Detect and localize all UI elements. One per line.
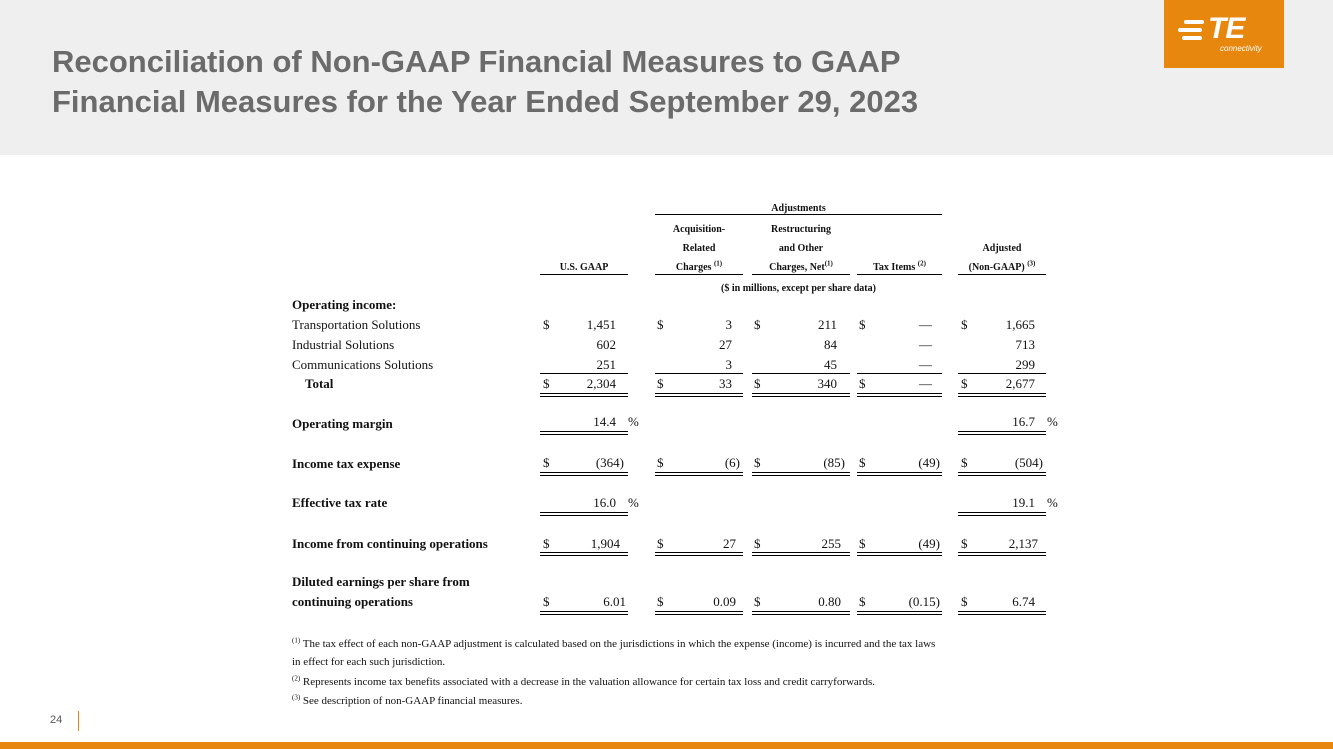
subtotal-rule [540,373,628,374]
col-header-acq-2: Related [682,243,716,254]
currency-symbol: $ [961,536,968,551]
footnote-3: $^{(3)}$ See description of non-GAAP financial measures. [292,693,523,707]
cell-gaap: 602 [596,337,616,352]
currency-symbol: $ [543,317,550,332]
total-double-rule [540,393,628,397]
percent-symbol: % [628,495,639,510]
currency-symbol: $ [543,594,550,609]
subtotal-rule [752,373,850,374]
row-label-line-1: Diluted earnings per share from [292,574,470,589]
col-rule-tax [857,274,942,275]
double-rule [540,431,628,435]
cell-adj: 16.7 [1012,414,1035,429]
currency-symbol: $ [859,536,866,551]
col-header-res-3: Charges, Net$^{(1)}$ [769,259,833,273]
cell-acq: 33 [719,376,732,391]
footnote-1: $^{(1)}$ The tax effect of each non-GAAP adjustment is calculated based on the jurisdictions in which the expense (income) is incurred and the tax laws [292,636,936,650]
row-label: Total [305,376,334,391]
footnote-2: $^{(2)}$ Represents income tax benefits associated with a decrease in the valuation allowance for certain tax loss and credit carryforwards. [292,674,875,688]
cell-acq: 27 [719,337,732,352]
double-rule [752,552,850,556]
row-label: Communications Solutions [292,357,434,372]
cell-acq: 3 [725,317,732,332]
double-rule [540,512,628,516]
double-rule [655,472,743,476]
adjustments-group-header: Adjustments [771,203,826,214]
currency-symbol: $ [961,455,968,470]
total-double-rule [655,393,743,397]
double-rule [857,611,942,615]
footnote-1-cont: in effect for each such jurisdiction. [292,656,446,668]
cell-adj: 299 [1015,357,1035,372]
cell-tax: — [919,357,932,372]
subtotal-rule [958,373,1046,374]
page-number-divider [78,711,79,731]
col-header-adj-1: Adjusted [982,243,1022,254]
footer-accent-bar [0,742,1333,749]
percent-symbol: % [1047,414,1058,429]
row-label: Effective tax rate [292,495,388,510]
row-label: Operating margin [292,416,393,431]
double-rule [958,431,1046,435]
currency-symbol: $ [657,317,664,332]
currency-symbol: $ [859,594,866,609]
cell-adj: 19.1 [1012,495,1035,510]
currency-symbol: $ [859,376,866,391]
cell-tax: (49) [918,455,940,470]
currency-symbol: $ [754,455,761,470]
col-header-gaap: U.S. GAAP [559,262,609,273]
percent-symbol: % [1047,495,1058,510]
cell-res: 0.80 [818,594,841,609]
currency-symbol: $ [961,376,968,391]
double-rule [857,472,942,476]
col-rule-adj [958,274,1046,275]
cell-adj: 1,665 [1005,317,1035,332]
currency-symbol: $ [754,594,761,609]
col-header-res-1: Restructuring [771,224,831,235]
cell-tax: — [919,337,932,352]
cell-gaap: (364) [595,455,624,470]
currency-symbol: $ [961,317,968,332]
col-header-res-2: and Other [778,243,824,254]
cell-res: 84 [824,337,837,352]
cell-adj: (504) [1014,455,1043,470]
cell-gaap: 14.4 [593,414,616,429]
double-rule [857,552,942,556]
te-connectivity-logo [1164,0,1284,68]
double-rule [540,611,628,615]
currency-symbol: $ [657,536,664,551]
cell-res: 255 [821,536,841,551]
double-rule [752,472,850,476]
title-line-2: Financial Measures for the Year Ended September 29, 2023 [52,84,919,119]
currency-symbol: $ [543,455,550,470]
double-rule [540,552,628,556]
total-double-rule [752,393,850,397]
adjustments-rule [655,214,942,215]
double-rule [958,552,1046,556]
total-double-rule [857,393,942,397]
row-label: Transportation Solutions [292,317,421,332]
currency-symbol: $ [657,376,664,391]
cell-acq: 27 [723,536,736,551]
total-double-rule [958,393,1046,397]
currency-symbol: $ [657,455,664,470]
col-header-adj-2: (Non-GAAP) $^{(3)}$ [968,259,1036,273]
double-rule [655,552,743,556]
double-rule [958,472,1046,476]
double-rule [655,611,743,615]
currency-symbol: $ [754,317,761,332]
cell-gaap: 251 [596,357,616,372]
double-rule [540,472,628,476]
cell-tax: (49) [918,536,940,551]
double-rule [958,512,1046,516]
col-header-acq-3: Charges $^{(1)}$ [675,259,723,273]
page-number: 24 [50,714,63,726]
cell-gaap: 1,904 [590,536,620,551]
currency-symbol: $ [754,376,761,391]
subtotal-rule [655,373,743,374]
currency-symbol: $ [543,376,550,391]
col-rule-gaap [540,274,628,275]
row-label: Industrial Solutions [292,337,395,352]
currency-symbol: $ [754,536,761,551]
cell-acq: 3 [725,357,732,372]
currency-symbol: $ [543,536,550,551]
col-header-tax: Tax Items $^{(2)}$ [873,259,926,273]
cell-res: (85) [823,455,845,470]
percent-symbol: % [628,414,639,429]
col-rule-res [752,274,850,275]
cell-gaap: 2,304 [586,376,616,391]
cell-gaap: 6.01 [603,594,626,609]
cell-res: 45 [824,357,837,372]
currency-symbol: $ [859,455,866,470]
cell-tax: — [919,317,932,332]
page-title [52,42,1132,122]
units-note: ($ in millions, except per share data) [721,283,876,294]
section-operating-income: Operating income: [292,297,397,312]
cell-tax: — [919,376,932,391]
cell-adj: 2,137 [1008,536,1038,551]
title-line-1: Reconciliation of Non-GAAP Financial Measures to GAAP [52,44,901,79]
cell-gaap: 16.0 [593,495,616,510]
logo-bars-icon [1178,20,1204,42]
row-label: Income tax expense [292,456,401,471]
col-header-acq-1: Acquisition- [672,224,726,235]
cell-acq: (6) [724,455,740,470]
col-rule-acq [655,274,743,275]
logo-text: TE [1208,12,1245,45]
cell-gaap: 1,451 [586,317,616,332]
cell-adj: 2,677 [1005,376,1035,391]
currency-symbol: $ [961,594,968,609]
double-rule [752,611,850,615]
logo-subtext: connectivity [1220,44,1262,53]
cell-acq: 0.09 [713,594,736,609]
currency-symbol: $ [859,317,866,332]
cell-adj: 713 [1015,337,1035,352]
cell-res: 211 [817,317,837,332]
cell-adj: 6.74 [1012,594,1035,609]
subtotal-rule [857,373,942,374]
cell-tax: (0.15) [908,594,940,609]
double-rule [958,611,1046,615]
currency-symbol: $ [657,594,664,609]
cell-res: 340 [817,376,837,391]
row-label: Income from continuing operations [292,536,488,551]
row-label-line-2: continuing operations [292,594,413,609]
